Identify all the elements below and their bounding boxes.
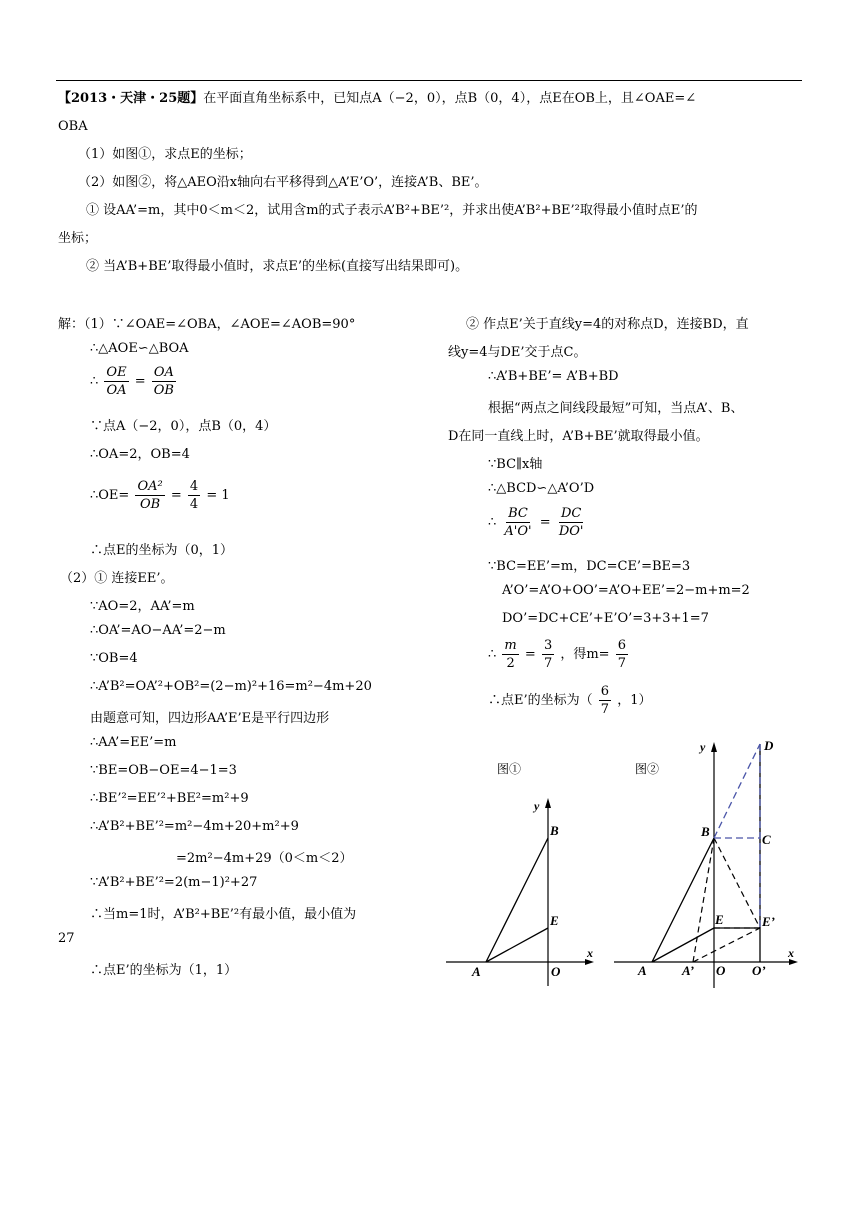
figure-1-diagram (440, 750, 610, 990)
segment-bd (714, 744, 760, 838)
solution-fraction-line: ∴ $\frac{m}{2}$ = $\frac{3}{7}$ ，得m= $\frac{6}{7}$ (488, 638, 627, 671)
solution-line: 解：（1）∵∠OAE=∠OBA，∠AOE=∠AOB=90° (58, 317, 356, 332)
segment-ab (486, 838, 548, 962)
solution-line: ∴点E’的坐标为（1，1） (90, 963, 238, 978)
solution-line: ② 作点E’关于直线y=4的对称点D，连接BD，直 (466, 317, 749, 332)
solution-line: 27 (58, 931, 75, 946)
denominator: OB (153, 383, 174, 398)
fraction (104, 364, 128, 399)
numerator: 4 (189, 479, 199, 494)
y-axis-arrow (545, 798, 551, 808)
fraction (502, 637, 518, 672)
figure-2-diagram (610, 732, 810, 990)
solution-line: ∵A’B²+BE’²=2(m−1)²+27 (90, 875, 258, 890)
problem-tag: 【2013・天津・25题】 (58, 91, 204, 106)
question-2-1-cont: 坐标； (58, 231, 98, 246)
solution-line: 根据“两点之间线段最短”可知，当点A’、B、 (488, 401, 744, 416)
solution-line: ∴△BCD∽△A’O’D (488, 481, 595, 496)
solution-line: ∴A’B²+BE’²=m²−4m+20+m²+9 (90, 819, 299, 834)
solution-line: ∴OA=2，OB=4 (90, 447, 190, 462)
stem-line-1: 在平面直角坐标系中，已知点A（−2，0），点B（0，4），点E在OB上，且∠OAE=∠ (203, 91, 697, 106)
solution-left-column (58, 0, 428, 1000)
solution-fraction-line (488, 683, 651, 718)
segment-ae (652, 928, 714, 962)
denominator: 7 (600, 702, 610, 717)
segment-ab (652, 838, 714, 962)
therefore-symbol: ∴ (488, 515, 497, 530)
question-2: （2）如图②，将△AEO沿x轴向右平移得到△A’E’O’，连接A’B、BE’。 (78, 175, 488, 190)
numerator: 6 (617, 638, 627, 653)
oe-label: ∴OE= (90, 488, 130, 503)
denominator: 7 (617, 656, 627, 671)
fraction (542, 637, 554, 672)
label-e1: E’ (762, 914, 775, 929)
denominator: A'O' (504, 524, 532, 539)
solution-line: ∴△AOE∽△BOA (90, 341, 189, 356)
label-b: B (701, 824, 710, 839)
solution-line: ∴AA’=EE’=m (90, 735, 177, 750)
solution-right-column (448, 0, 808, 720)
solution-line: 线y=4与DE’交于点C。 (448, 345, 587, 360)
denominator: DO' (558, 524, 584, 539)
solution-line: DO’=DC+CE’+E’O’=3+3+1=7 (502, 611, 709, 626)
label-o1: O’ (752, 963, 766, 978)
numerator: DC (560, 506, 582, 521)
solution-line: A’O’=A’O+OO’=A’O+EE’=2−m+m=2 (502, 583, 750, 598)
fraction (599, 683, 611, 718)
solution-line: ∵点A（−2，0），点B（0，4） (90, 419, 277, 434)
solution-line: ∵AO=2，AA’=m (90, 599, 195, 614)
label-d: D (764, 738, 774, 753)
result: = 1 (206, 488, 230, 503)
denominator: 7 (543, 656, 553, 671)
question-1: （1）如图①，求点E的坐标； (78, 147, 252, 162)
solution-line: （2）① 连接EE’。 (60, 571, 174, 586)
denominator: 4 (189, 497, 199, 512)
label-o: O (716, 963, 726, 978)
y-axis-arrow (711, 742, 717, 752)
numerator: OA (153, 365, 174, 380)
label-y: y (534, 799, 540, 813)
numerator: OA² (137, 479, 163, 494)
solution-text: ∴点E’的坐标为（ (488, 693, 593, 708)
label-e: E (550, 913, 559, 928)
solution-line: D在同一直线上时，A’B+BE’就取得最小值。 (448, 429, 709, 444)
denominator: OA (106, 383, 127, 398)
question-2-1: ① 设AA’=m，其中0＜m＜2，试用含m的式子表示A’B²+BE’²，并求出使A’B²+BE’²取得最小值时点E’的 (86, 203, 698, 218)
fraction (557, 505, 586, 540)
label-a1: A’ (682, 963, 695, 978)
numerator: m (504, 638, 517, 653)
denominator: 2 (506, 656, 515, 671)
label-a: A (638, 963, 647, 978)
stem-line-2: OBA (58, 119, 88, 134)
numerator: BC (508, 506, 528, 521)
label-a: A (472, 964, 481, 979)
solution-line: ∴当m=1时，A’B²+BE’²有最小值，最小值为 (90, 907, 357, 922)
label-y: y (700, 740, 706, 754)
solution-fraction-line: ∴ $\frac{BC}{A'O'}$ = $\frac{DC}{DO'}$ (488, 506, 584, 539)
solution-line: ∴BE’²=EE’²+BE²=m²+9 (90, 791, 249, 806)
fraction (135, 478, 164, 513)
solution-line: ∴A’B²=OA’²+OB²=(2−m)²+16=m²−4m+20 (90, 679, 372, 694)
label-o: O (551, 964, 561, 979)
fraction (188, 478, 200, 513)
fraction (502, 505, 533, 540)
solution-line: ∵BC∥x轴 (488, 457, 543, 472)
solution-line: ∵BC=EE’=m，DC=CE’=BE=3 (488, 559, 691, 574)
therefore-symbol: ∴ (90, 374, 99, 389)
segment-a1b (693, 838, 714, 962)
solution-text: ，1） (617, 693, 652, 708)
solution-fraction-line: ∴OE= $\frac{\text{OA²}}{OB}$ = $\frac{4}{4}$ = 1 (90, 479, 230, 512)
segment-a1e1 (693, 928, 760, 962)
question-2-2: ② 当A’B+BE’取得最小值时，求点E’的坐标(直接写出结果即可)。 (86, 259, 469, 274)
solution-line: 由题意可知，四边形AA’E’E是平行四边形 (90, 711, 330, 726)
figure-caption: 图② (635, 762, 660, 776)
fraction (616, 637, 628, 672)
solution-line: ∴A’B+BE’= A’B+BD (488, 369, 619, 384)
solution-line: ∴OA’=AO−AA’=2−m (90, 623, 226, 638)
label-c: C (762, 832, 771, 847)
label-b: B (550, 823, 559, 838)
numerator: OE (106, 365, 127, 380)
label-e: E (715, 912, 724, 927)
numerator: 6 (600, 684, 610, 699)
solution-line: ∴点E的坐标为（0，1） (90, 543, 234, 558)
solution-line: ∵OB=4 (90, 651, 138, 666)
segment-ae (486, 928, 548, 962)
numerator: 3 (543, 638, 553, 653)
solution-fraction-line: ∴ $\frac{OE}{OA}$ = $\frac{OA}{OB}$ (90, 365, 174, 398)
solution-text: ，得m= (560, 647, 610, 662)
denominator: OB (139, 497, 161, 512)
figure-caption: 图① (497, 762, 522, 776)
solution-line: =2m²−4m+29（0＜m＜2） (176, 851, 353, 866)
label-x: x (587, 946, 593, 960)
fraction (152, 364, 176, 399)
therefore-symbol: ∴ (488, 647, 497, 662)
label-x: x (788, 946, 794, 960)
solution-line: ∵BE=OB−OE=4−1=3 (90, 763, 237, 778)
